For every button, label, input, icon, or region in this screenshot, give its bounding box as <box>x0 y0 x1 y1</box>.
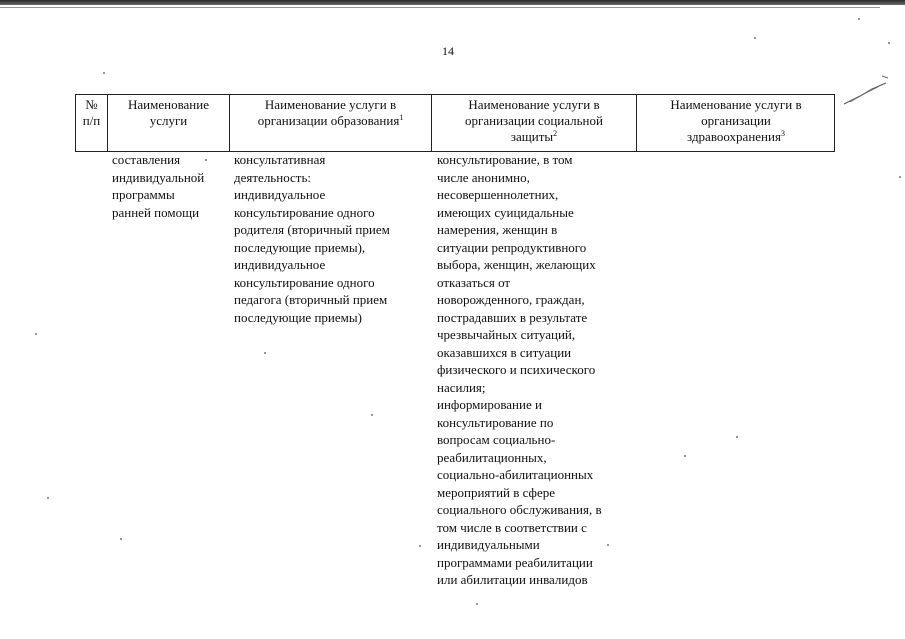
header-service-name-text <box>128 97 209 128</box>
scan-speck <box>264 352 266 354</box>
cell-text-line: физического и психического <box>437 362 596 377</box>
cell-text-line: насилия; <box>437 379 486 395</box>
cell-text-line: индивидуальное <box>234 257 326 272</box>
cell-text-line: намерения, женщин в <box>437 222 558 237</box>
header-line: Наименование услуги в <box>264 97 397 112</box>
cell-text-line: программами реабилитации <box>437 554 593 570</box>
cell-text-line: консультирование по <box>437 414 554 430</box>
scan-speck <box>888 42 890 44</box>
cell-text-line: программы <box>112 187 175 202</box>
scan-speck <box>205 159 207 161</box>
cell-text-line: индивидуальными <box>437 537 540 552</box>
cell-text-line: чрезвычайных ситуаций, <box>437 327 576 342</box>
header-number-text <box>83 97 101 128</box>
scan-speck <box>103 72 105 74</box>
cell-text-line: мероприятий в сфере <box>437 484 556 500</box>
cell-text-line: консультативная <box>234 152 326 167</box>
header-line: здравоохранения <box>687 129 781 144</box>
cell-social-protection-service <box>437 151 635 589</box>
scan-speck <box>684 455 686 457</box>
header-social-protection-footnote: 2 <box>553 129 558 138</box>
header-line: организации образования <box>257 113 400 128</box>
cell-text-line: числе анонимно, <box>437 169 530 185</box>
cell-text-line: консультирование одного <box>234 204 375 220</box>
header-line: Наименование услуги в <box>468 97 600 112</box>
header-healthcare-footnote: 3 <box>780 129 785 138</box>
cell-text-line: выбора, женщин, желающих <box>437 257 596 272</box>
scan-speck <box>754 37 756 39</box>
scan-speck <box>120 538 122 540</box>
header-number-cell <box>76 97 107 129</box>
cell-text-line: пострадавших в результате <box>437 309 588 325</box>
header-social-protection-cell <box>432 97 636 145</box>
scan-speck <box>371 414 373 416</box>
header-line: организации <box>701 113 771 128</box>
scan-edge-line <box>0 7 880 8</box>
header-line: № <box>85 97 98 112</box>
cell-text-line: имеющих суицидальные <box>437 204 574 220</box>
cell-text-line: последующие приемы), <box>234 239 366 255</box>
cell-text-line: родителя (вторичный прием <box>234 222 390 237</box>
cell-education-service <box>234 151 430 326</box>
header-line: услуги <box>149 113 188 128</box>
cell-text-line: ситуации репродуктивного <box>437 239 587 255</box>
cell-service-name <box>112 151 227 221</box>
scan-speck <box>35 333 37 335</box>
cell-text-line: отказаться от <box>437 274 511 290</box>
cell-text-line: деятельность: <box>234 169 312 185</box>
cell-text-line: том числе в соответствии с <box>437 519 587 535</box>
cell-text-line: или абилитации инвалидов <box>437 572 588 587</box>
header-education-footnote: 1 <box>399 113 404 122</box>
header-service-name-cell <box>108 97 229 129</box>
scan-speck <box>899 176 901 178</box>
cell-text-line: социального обслуживания, в <box>437 502 602 517</box>
header-healthcare-cell <box>637 97 835 145</box>
cell-text-line: консультирование, в том <box>437 152 573 167</box>
pencil-mark <box>842 74 890 108</box>
header-social-protection-text <box>465 97 603 144</box>
cell-text-line: педагога (вторичный прием <box>234 292 388 307</box>
cell-text-line: новорожденного, граждан, <box>437 292 585 307</box>
cell-text-line: последующие приемы) <box>234 309 362 325</box>
cell-text-line: информирование и <box>437 397 542 412</box>
header-line: Наименование услуги в <box>670 97 802 112</box>
cell-text-line: составления <box>112 152 181 167</box>
scan-speck <box>736 436 738 438</box>
cell-text-line: оказавшихся в ситуации <box>437 344 572 360</box>
cell-text-line: несовершеннолетних, <box>437 187 559 202</box>
scan-speck <box>47 497 49 499</box>
header-education-text <box>258 97 400 128</box>
scan-speck <box>607 544 609 546</box>
scan-speck <box>419 545 421 547</box>
cell-text-line: ранней помощи <box>112 204 200 220</box>
header-line: организации социальной <box>465 113 603 128</box>
cell-text-line: индивидуальной <box>112 169 205 185</box>
header-line: защиты <box>510 129 554 144</box>
scan-speck <box>858 18 860 20</box>
header-education-cell <box>230 97 431 129</box>
header-line: Наименование <box>128 97 209 112</box>
header-line: п/п <box>82 113 101 128</box>
cell-text-line: консультирование одного <box>234 274 375 290</box>
page-number: 14 <box>442 44 454 58</box>
scan-speck <box>476 603 478 605</box>
cell-text-line: социально-абилитационных <box>437 467 594 482</box>
cell-text-line: реабилитационных, <box>437 449 547 465</box>
cell-text-line: вопросам социально- <box>437 432 556 447</box>
cell-text-line: индивидуальное <box>234 187 326 202</box>
scan-edge-shadow <box>0 0 905 5</box>
